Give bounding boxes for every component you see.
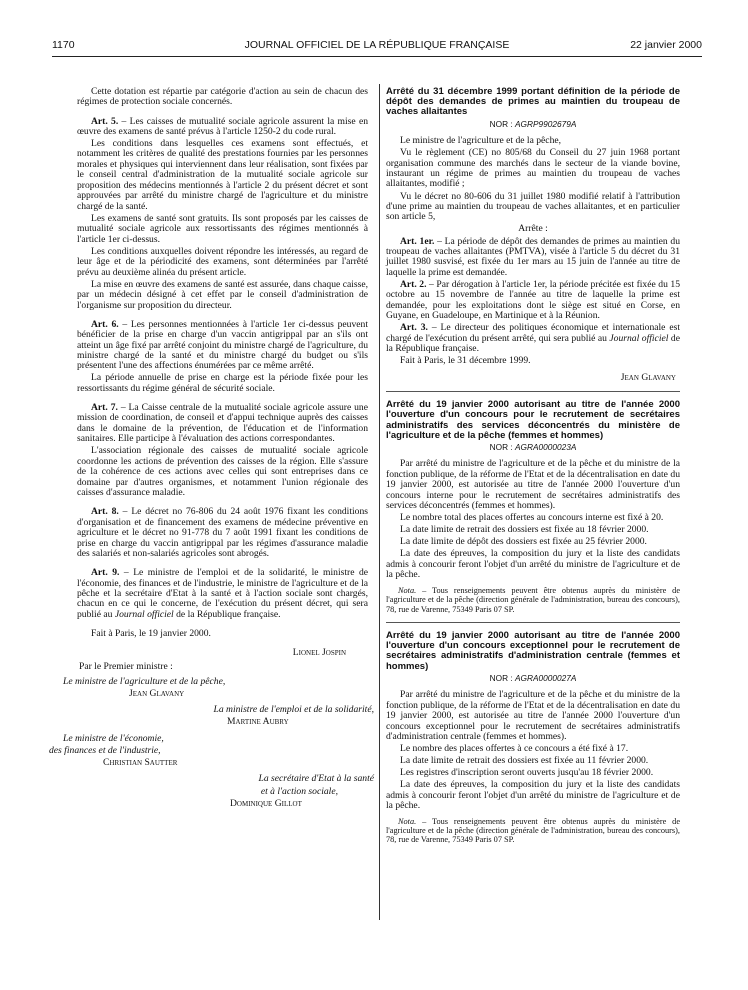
fait-a-paris: Fait à Paris, le 19 janvier 2000. <box>91 627 211 639</box>
paragraph: Le nombre total des places offertes au concours interne est fixé à 20. <box>400 512 664 524</box>
nor-label: NOR : <box>489 442 515 452</box>
nor-reference <box>386 673 680 683</box>
paragraph: Par arrêté du ministre de l'agriculture et de la pêche et du ministre de la fonction publique, de la réforme de l'Etat et de la décentralisation en date du 19 janvier 2000, est autorisée au titre de l'année 2000 l'ouverture d'un concours interne pour le recrutement de secrétaires administratifs des services déconcentrés (femmes et hommes). <box>386 458 680 512</box>
arrete-label: Arrête : <box>518 223 548 235</box>
paragraph: La date des épreuves, la composition du jury et la liste des candidats admis à concourir feront l'objet d'un arrêté du ministre de l'agriculture et de la pêche. <box>386 548 680 581</box>
paragraph: La date limite de retrait des dossiers est fixée au 18 février 2000. <box>400 524 649 536</box>
paragraph: L'association régionale des caisses de mutualité sociale agricole coordonne les actions de prévention des caisses de la région. Elle s'assure de la cohérence de ces actions avec celles qui sont entreprises dans ce domaine par d'autres organismes, et notamment l'union régionale des caisses d'assurance maladie. <box>77 445 368 499</box>
decree-title: Arrêté du 19 janvier 2000 autorisant au titre de l'année 2000 l'ouverture d'un concours exceptionnel pour le recrutement de secrétaires administratifs d'administration centrale (femmes et hommes) <box>386 630 680 672</box>
fait-a-paris: Fait à Paris, le 31 décembre 1999. <box>400 355 531 367</box>
signature-pm: Lionel Jospin <box>292 647 346 659</box>
nota-text: – Tous renseignements peuvent être obtenus auprès du ministère de l'agriculture et de la pêche (direction générale de l'administration, bureau des concours), 78, rue de Varenne, 75349 Paris 07 SP. <box>386 816 680 845</box>
nota-label: Nota. <box>398 816 417 826</box>
par-premier-ministre: Par le Premier ministre : <box>79 661 173 673</box>
paragraph: La date limite de retrait des dossiers est fixée au 11 février 2000. <box>400 755 649 767</box>
article-label: Art. 1er. <box>400 235 435 247</box>
article-label: Art. 9. <box>91 567 120 579</box>
signatory-title: La ministre de l'emploi et de la solidarité, <box>213 704 374 716</box>
article-label: Art. 3. <box>400 322 428 334</box>
article-text-end: de la République française. <box>386 332 680 355</box>
nota <box>386 817 680 845</box>
paragraph: Le nombre des places offertes à ce concours a été fixé à 17. <box>400 743 629 755</box>
article-text: – Les caisses de mutualité sociale agricole assurent la mise en œuvre des examens de santé prévus à l'article 1250-2 du code rural. <box>77 115 369 137</box>
paragraph: Les registres d'inscription seront ouverts jusqu'au 18 février 2000. <box>400 767 654 779</box>
article-label: Art. 5. <box>91 115 119 127</box>
journal-officiel: Journal officiel <box>114 608 174 620</box>
article-label: Art. 7. <box>91 401 118 413</box>
article-text-end: de la République française. <box>173 608 281 620</box>
signatory-name: Jean Glavany <box>129 687 185 699</box>
left-column <box>49 86 374 811</box>
article-2 <box>386 280 680 322</box>
signatory-name: Martine Aubry <box>227 716 289 728</box>
signatory-title: Le ministre de l'agriculture et de la pêche, <box>63 675 226 687</box>
nor-reference <box>386 119 680 129</box>
section-separator <box>386 391 680 392</box>
signatory-title: La secrétaire d'Etat à la santé <box>258 773 374 785</box>
article-label: Art. 8. <box>91 506 119 518</box>
decree-title: Arrêté du 31 décembre 1999 portant définition de la période de dépôt des demandes de primes au maintien du troupeau de vaches allaitantes <box>386 86 680 118</box>
journal-officiel: Journal officiel <box>609 332 669 344</box>
signature: Jean Glavany <box>620 371 676 383</box>
article-3 <box>386 323 680 354</box>
paragraph: Les conditions dans lesquelles ces examens sont effectués, et notamment les critères de qualité des prestations fournies par les personnes morales et physiques qui interviennent dans leur réalisation, sont fixées par le conseil central d'administration de la mutualité sociale agricole sur proposition des médecins mentionnés à l'article 2 du présent décret et sont approuvées par arrêté du ministre chargé de l'agriculture et du ministre chargé de la santé. <box>77 138 368 212</box>
right-column <box>386 87 680 846</box>
article-6 <box>77 320 368 372</box>
nor-code: AGRA0000023A <box>515 442 577 452</box>
article-7 <box>77 403 368 445</box>
nota <box>386 586 680 614</box>
page-number: 1170 <box>52 39 75 51</box>
paragraph: Le ministre de l'agriculture et de la pêche, <box>400 135 562 147</box>
paragraph: Vu le règlement (CE) no 805/68 du Conseil du 27 juin 1968 portant organisation commune des marchés dans le secteur de la viande bovine, instaurant un régime de primes au maintien du troupeau de vaches allaitantes, modifié ; <box>386 147 680 190</box>
nota-text: – Tous renseignements peuvent être obtenus auprès du ministère de l'agriculture et de la pêche (direction générale de l'administration, bureau des concours), 78, rue de Varenne, 75349 Paris 07 SP. <box>386 585 680 614</box>
article-1 <box>386 237 680 279</box>
paragraph: Les conditions auxquelles doivent répondre les intéressés, au regard de leur âge et de la périodicité des examens, sont déterminées par l'arrêté prévu au deuxième alinéa du présent article. <box>77 245 368 278</box>
header-rule <box>52 56 702 57</box>
signatory-title: et à l'action sociale, <box>260 785 338 797</box>
paragraph: Vu le décret no 80-606 du 31 juillet 1980 modifié relatif à l'attribution d'une prime au maintien du troupeau de vaches allaitantes, et en particulier son article 5, <box>386 190 680 223</box>
article-label: Art. 6. <box>91 318 119 330</box>
article-text: – Le ministre de l'emploi et de la solidarité, le ministre de l'économie, des finances et de l'industrie, le ministre de l'agriculture et de la pêche et la secrétaire d'Etat à la santé et à l'action sociale sont chargés, chacun en ce qui le concerne, de l'exécution du présent décret, qui sera publié au <box>77 567 369 620</box>
nota-label: Nota. <box>398 585 417 595</box>
paragraph: La mise en œuvre des examens de santé est assurée, dans chaque caisse, par un médecin désigné à cet effet par le conseil d'administration de l'organisme sur proposition du directeur. <box>77 278 368 311</box>
nor-label: NOR : <box>489 118 515 129</box>
decree-title: Arrêté du 19 janvier 2000 autorisant au titre de l'année 2000 l'ouverture d'un concours pour le recrutement de secrétaires administratifs des services déconcentrés du ministère de l'agriculture et de la pêche (femmes et hommes) <box>386 399 680 441</box>
nor-label: NOR : <box>489 672 515 683</box>
signatory-title: des finances et de l'industrie, <box>49 744 161 756</box>
article-8 <box>77 507 368 559</box>
nor-code: AGRA0000027A <box>515 672 577 683</box>
signatory-title: Le ministre de l'économie, <box>63 732 164 744</box>
signatory-name: Dominique Gillot <box>230 797 302 809</box>
paragraph: Par arrêté du ministre de l'agriculture et de la pêche et du ministre de la fonction publique, de la réforme de l'Etat et de la décentralisation en date du 19 janvier 2000, est autorisée au titre de l'année 2000 l'ouverture d'un concours exceptionnel pour le recrutement de secrétaires administratifs d'administration centrale (femmes et hommes). <box>386 689 680 743</box>
article-label: Art. 2. <box>400 278 427 290</box>
paragraph: La date limite de dépôt des dossiers est fixée au 25 février 2000. <box>400 536 647 548</box>
article-text: – Les personnes mentionnées à l'article 1er ci-dessus peuvent bénéficier de la prise en charge d'un vaccin antigrippal par an s'ils ont atteint un âge fixé par arrêté conjoint du ministre chargé de l'agriculture, du ministre chargé de la santé et du ministre chargé du budget ou s'ils présentent l'une des affections énumérées par ce même arrêté. <box>77 318 368 372</box>
signatory-name: Christian Sautter <box>103 757 178 769</box>
issue-date: 22 janvier 2000 <box>630 39 702 51</box>
article-5 <box>77 117 368 138</box>
journal-title: JOURNAL OFFICIEL DE LA RÉPUBLIQUE FRANÇAISE <box>244 39 510 51</box>
article-text: – Le directeur des politiques économique et internationale est chargé de l'exécution du présent arrêté, qui sera publié au <box>386 322 681 344</box>
column-divider <box>379 84 380 920</box>
paragraph: La période annuelle de prise en charge est la période fixée pour les ressortissants du régime général de sécurité sociale. <box>77 372 368 394</box>
article-text: – La Caisse centrale de la mutualité sociale agricole assure une mission de coordination, de conseil et d'appui technique auprès des caisses dans le domaine de la prévention, de l'éducation et de l'information sanitaires. Elle participe à l'évaluation des actions correspondantes. <box>77 401 368 445</box>
paragraph: Cette dotation est répartie par catégorie d'action au sein de chacun des régimes de protection sociale concernés. <box>77 86 368 108</box>
paragraph: Les examens de santé sont gratuits. Ils sont proposés par les caisses de mutualité sociale agricole aux ressortissants des régimes mentionnés à l'article 1er ci-dessus. <box>77 212 368 245</box>
article-text: – Le décret no 76-806 du 24 août 1976 fixant les conditions d'organisation et de financement des examens de médecine préventive en agriculture et le décret no 91-778 du 7 août 1991 fixant les conditions de prise en charge du vaccin antigrippal par les régimes d'assurance maladie des salariés et non-salariés agricoles sont abrogés. <box>77 506 368 560</box>
article-text: – Par dérogation à l'article 1er, la période précitée est fixée du 15 octobre au 15 novembre de l'année au titre de laquelle la prime est demandée, pour les exploitations dont le siège est situé en Corse, en Guyane, en Guadeloupe, en Martinique et à la Réunion. <box>386 278 680 322</box>
paragraph: La date des épreuves, la composition du jury et la liste des candidats admis à concourir feront l'objet d'un arrêté du ministre de l'agriculture et de la pêche. <box>386 779 680 812</box>
section-separator <box>386 622 680 623</box>
article-text: – La période de dépôt des demandes de primes au maintien du troupeau de vaches allaitantes (PMTVA), visée à l'article 5 du décret du 31 juillet 1980 susvisé, est fixée du 1er mars au 15 juin de l'année au titre de laquelle la prime est demandée. <box>386 235 680 278</box>
page-header <box>52 39 702 53</box>
nor-reference <box>386 442 680 452</box>
nor-code: AGRP9902679A <box>515 118 577 129</box>
article-9 <box>77 568 368 620</box>
